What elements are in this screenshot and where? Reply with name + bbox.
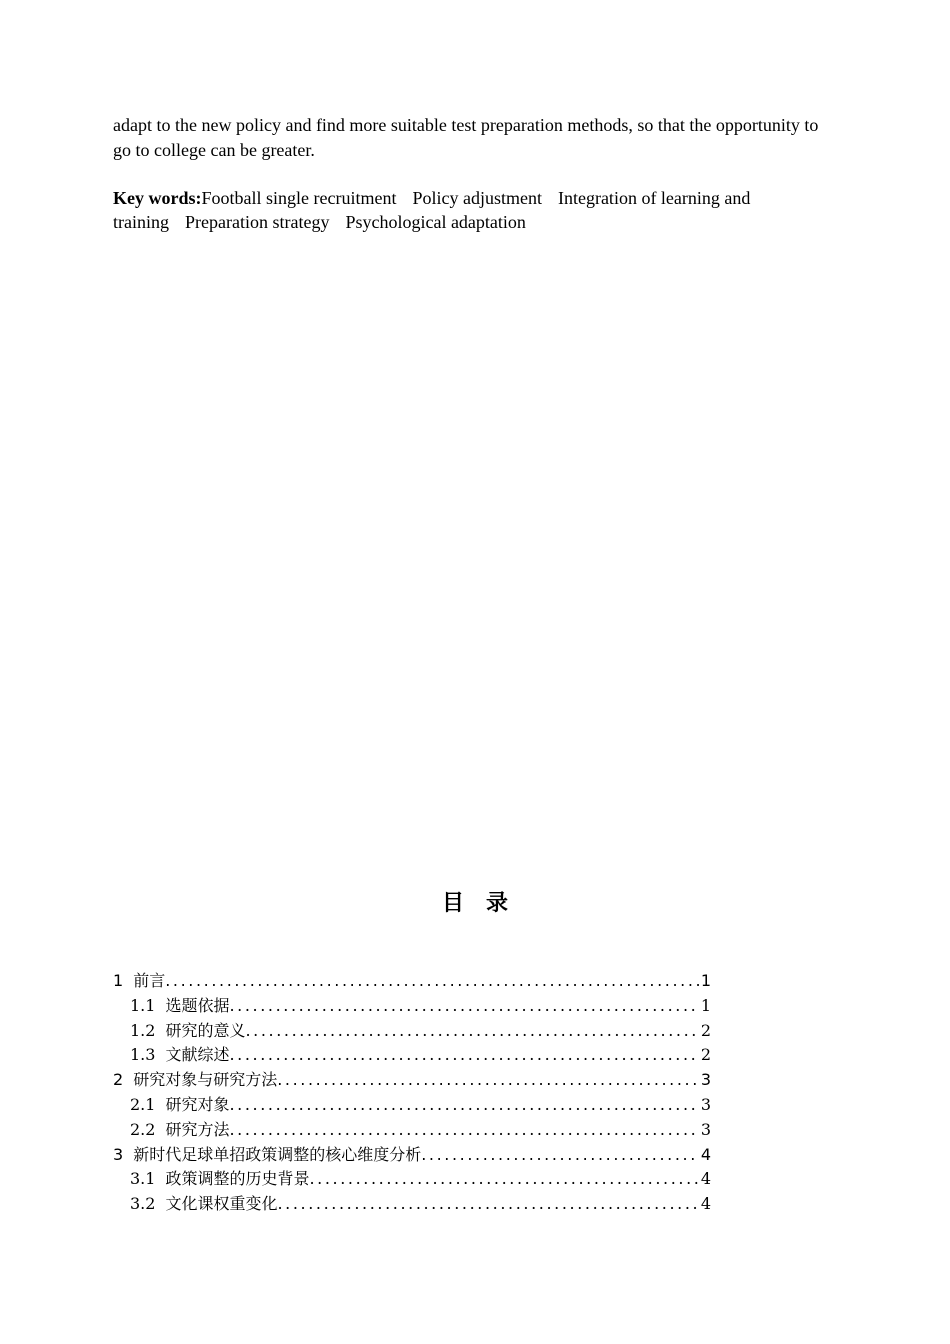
toc-entry-title: 文献综述 bbox=[165, 1045, 230, 1065]
toc-entry-title: 文化课权重变化 bbox=[165, 1194, 278, 1214]
toc-dot-leader bbox=[277, 1070, 699, 1089]
toc-entry[interactable] bbox=[113, 1166, 711, 1191]
toc-entry-page: 1 bbox=[700, 995, 711, 1015]
toc-entry-page: 2 bbox=[700, 1045, 711, 1065]
toc-dot-leader bbox=[277, 1194, 698, 1213]
toc-entry-number: 3.2 bbox=[130, 1194, 156, 1214]
toc-entry-title: 研究对象 bbox=[165, 1094, 230, 1114]
toc-entry[interactable] bbox=[113, 1142, 711, 1167]
toc-entry-title: 研究对象与研究方法 bbox=[133, 1070, 278, 1090]
toc-dot-leader bbox=[165, 971, 699, 990]
toc-entry-number: 2 bbox=[113, 1070, 124, 1090]
toc-entry[interactable] bbox=[113, 1018, 711, 1043]
table-of-contents bbox=[113, 968, 711, 1216]
toc-entry-number: 2.1 bbox=[130, 1094, 156, 1114]
toc-entry[interactable] bbox=[113, 1117, 711, 1142]
abstract-tail-paragraph: adapt to the new policy and find more suitable test preparation methods, so that the opportunity to go to college can be greater. bbox=[113, 115, 819, 160]
toc-dot-leader bbox=[229, 1045, 698, 1064]
keyword-item: Football single recruitment bbox=[201, 188, 397, 208]
toc-entry-page: 2 bbox=[700, 1020, 711, 1040]
toc-entry[interactable] bbox=[113, 1042, 711, 1067]
toc-entry-number: 2.2 bbox=[130, 1119, 156, 1139]
toc-entry-number: 1 bbox=[113, 971, 124, 990]
toc-entry-page: 4 bbox=[700, 1194, 711, 1214]
toc-entry-title: 研究方法 bbox=[165, 1119, 230, 1139]
toc-dot-leader bbox=[309, 1169, 698, 1188]
toc-entry-number: 1.2 bbox=[130, 1020, 156, 1040]
toc-entry-title: 前言 bbox=[133, 971, 166, 990]
toc-entry-page: 4 bbox=[700, 1144, 711, 1164]
keyword-item: Integration of learning and training bbox=[113, 188, 751, 232]
toc-entry[interactable] bbox=[113, 1191, 711, 1216]
toc-entry-page: 4 bbox=[700, 1169, 711, 1189]
toc-entry[interactable] bbox=[113, 1067, 711, 1092]
toc-dot-leader bbox=[245, 1021, 698, 1040]
toc-entry-number: 3.1 bbox=[130, 1169, 156, 1189]
toc-entry-title: 政策调整的历史背景 bbox=[165, 1169, 310, 1189]
toc-entry-title: 新时代足球单招政策调整的核心维度分析 bbox=[133, 1144, 422, 1164]
keyword-item: Policy adjustment bbox=[412, 188, 542, 208]
toc-entry-number: 3 bbox=[113, 1144, 124, 1164]
toc-dot-leader bbox=[229, 1095, 698, 1114]
toc-dot-leader bbox=[229, 1120, 698, 1139]
toc-entry[interactable] bbox=[113, 968, 711, 993]
keyword-item: Preparation strategy bbox=[185, 212, 330, 232]
toc-title bbox=[0, 889, 950, 919]
toc-dot-leader bbox=[421, 1145, 699, 1164]
toc-entry-page: 1 bbox=[700, 971, 711, 990]
keyword-item: Psychological adaptation bbox=[345, 212, 526, 232]
toc-entry-page: 3 bbox=[700, 1070, 711, 1090]
toc-title-text: 目 录 bbox=[441, 891, 508, 916]
toc-entry[interactable] bbox=[113, 1092, 711, 1117]
toc-entry-number: 1.1 bbox=[130, 995, 156, 1015]
toc-dot-leader bbox=[229, 996, 698, 1015]
keywords-label: Key words: bbox=[113, 188, 202, 208]
toc-entry-number: 1.3 bbox=[130, 1045, 156, 1065]
toc-entry[interactable] bbox=[113, 993, 711, 1018]
toc-entry-title: 选题依据 bbox=[165, 995, 230, 1015]
toc-entry-title: 研究的意义 bbox=[165, 1020, 246, 1040]
toc-entry-page: 3 bbox=[700, 1119, 711, 1139]
toc-entry-page: 3 bbox=[700, 1094, 711, 1114]
keywords-line bbox=[113, 186, 833, 234]
